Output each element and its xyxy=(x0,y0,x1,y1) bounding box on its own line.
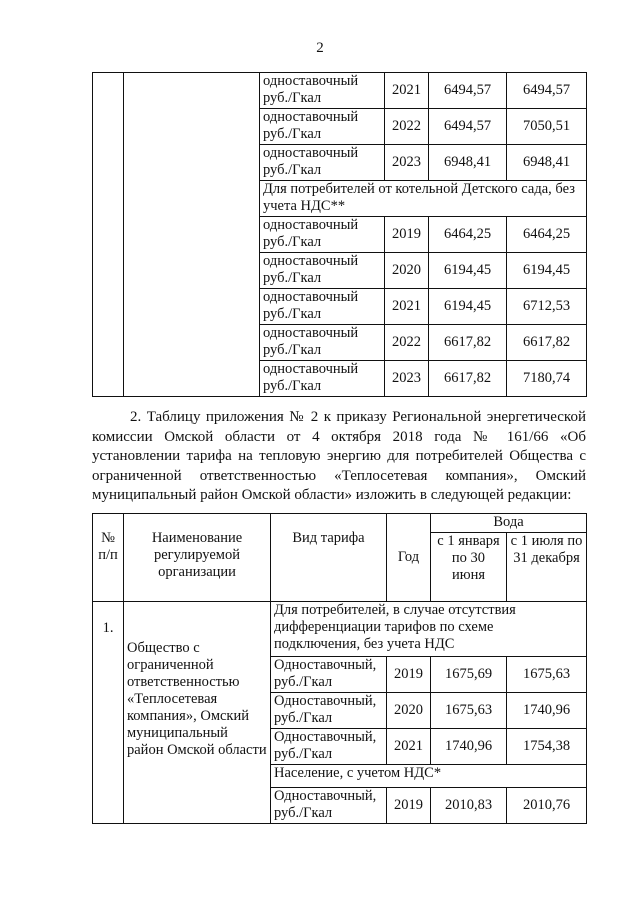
header-type: Вид тарифа xyxy=(271,514,387,602)
value-cell: 7050,51 xyxy=(507,109,587,145)
group-label: Для потребителей, в случае отсутствия дифференциации тарифов по схеме подключения, без учета НДС xyxy=(271,602,587,657)
year-cell: 2020 xyxy=(387,693,431,729)
year-cell: 2023 xyxy=(385,145,429,181)
header-year: Год xyxy=(387,514,431,602)
tariff-cell: Одноставочный, руб./Гкал xyxy=(271,657,387,693)
year-cell: 2020 xyxy=(385,253,429,289)
value-cell: 1740,96 xyxy=(507,693,587,729)
value-cell: 6464,25 xyxy=(507,217,587,253)
header-row xyxy=(93,514,587,533)
tariff-table-continued xyxy=(92,72,587,397)
year-cell: 2022 xyxy=(385,325,429,361)
value-cell: 6194,45 xyxy=(507,253,587,289)
value-cell: 6617,82 xyxy=(429,325,507,361)
group-row xyxy=(93,602,587,657)
value-cell: 6194,45 xyxy=(429,253,507,289)
value-cell: 2010,83 xyxy=(431,788,507,824)
header-num: № п/п xyxy=(93,514,124,602)
tariff-cell: одноставочный руб./Гкал xyxy=(260,253,385,289)
year-cell: 2019 xyxy=(387,788,431,824)
tariff-table xyxy=(92,513,587,824)
value-cell: 6494,57 xyxy=(429,109,507,145)
num-cell xyxy=(93,73,124,397)
year-cell: 2019 xyxy=(385,217,429,253)
value-cell: 6617,82 xyxy=(429,361,507,397)
value-cell: 2010,76 xyxy=(507,788,587,824)
group-label: Для потребителей от котельной Детского сада, без учета НДС** xyxy=(260,181,587,217)
tariff-cell: Одноставочный, руб./Гкал xyxy=(271,729,387,765)
header-from-jan: с 1 января по 30 июня xyxy=(431,533,507,602)
year-cell: 2021 xyxy=(385,289,429,325)
value-cell: 6494,57 xyxy=(429,73,507,109)
year-cell: 2019 xyxy=(387,657,431,693)
value-cell: 1675,69 xyxy=(431,657,507,693)
value-cell: 6948,41 xyxy=(507,145,587,181)
value-cell: 6494,57 xyxy=(507,73,587,109)
row-number: 1. xyxy=(93,602,124,824)
value-cell: 6948,41 xyxy=(429,145,507,181)
value-cell: 1740,96 xyxy=(431,729,507,765)
value-cell: 7180,74 xyxy=(507,361,587,397)
header-water: Вода xyxy=(431,514,587,533)
tariff-cell: одноставочный руб./Гкал xyxy=(260,361,385,397)
tariff-cell: одноставочный руб./Гкал xyxy=(260,109,385,145)
value-cell: 1675,63 xyxy=(507,657,587,693)
paragraph-text: 2. Таблицу приложения № 2 к приказу Региональной энергетической комиссии Омской области от 4 октября 2018 года № 161/66 «Об установлении тарифа на тепловую энергию для потребителей Общества с ограниченной ответственностью «Теплосетевая компания», Омский муниципальный район Омской области» изложить в следующей редакции: xyxy=(92,409,586,503)
header-from-jul: с 1 июля по 31 декабря xyxy=(507,533,587,602)
header-name: Наименование регулируемой организации xyxy=(124,514,271,602)
value-cell: 1754,38 xyxy=(507,729,587,765)
year-cell: 2023 xyxy=(385,361,429,397)
body-paragraph xyxy=(92,408,586,506)
value-cell: 6464,25 xyxy=(429,217,507,253)
tariff-cell: Одноставочный, руб./Гкал xyxy=(271,693,387,729)
tariff-cell: одноставочный руб./Гкал xyxy=(260,289,385,325)
org-name: Общество с ограниченной ответственностью «Теплосетевая компания», Омский муниципальный район Омской области xyxy=(124,602,271,824)
value-cell: 1675,63 xyxy=(431,693,507,729)
table-row xyxy=(93,73,587,109)
tariff-cell: Одноставочный, руб./Гкал xyxy=(271,788,387,824)
value-cell: 6712,53 xyxy=(507,289,587,325)
org-cell xyxy=(124,73,260,397)
value-cell: 6617,82 xyxy=(507,325,587,361)
tariff-cell: одноставочный руб./Гкал xyxy=(260,145,385,181)
group-label: Население, с учетом НДС* xyxy=(271,765,587,788)
tariff-cell: одноставочный руб./Гкал xyxy=(260,217,385,253)
value-cell: 6194,45 xyxy=(429,289,507,325)
tariff-cell: одноставочный руб./Гкал xyxy=(260,325,385,361)
year-cell: 2022 xyxy=(385,109,429,145)
page-number: 2 xyxy=(316,40,324,56)
tariff-cell: одноставочный руб./Гкал xyxy=(260,73,385,109)
year-cell: 2021 xyxy=(385,73,429,109)
year-cell: 2021 xyxy=(387,729,431,765)
